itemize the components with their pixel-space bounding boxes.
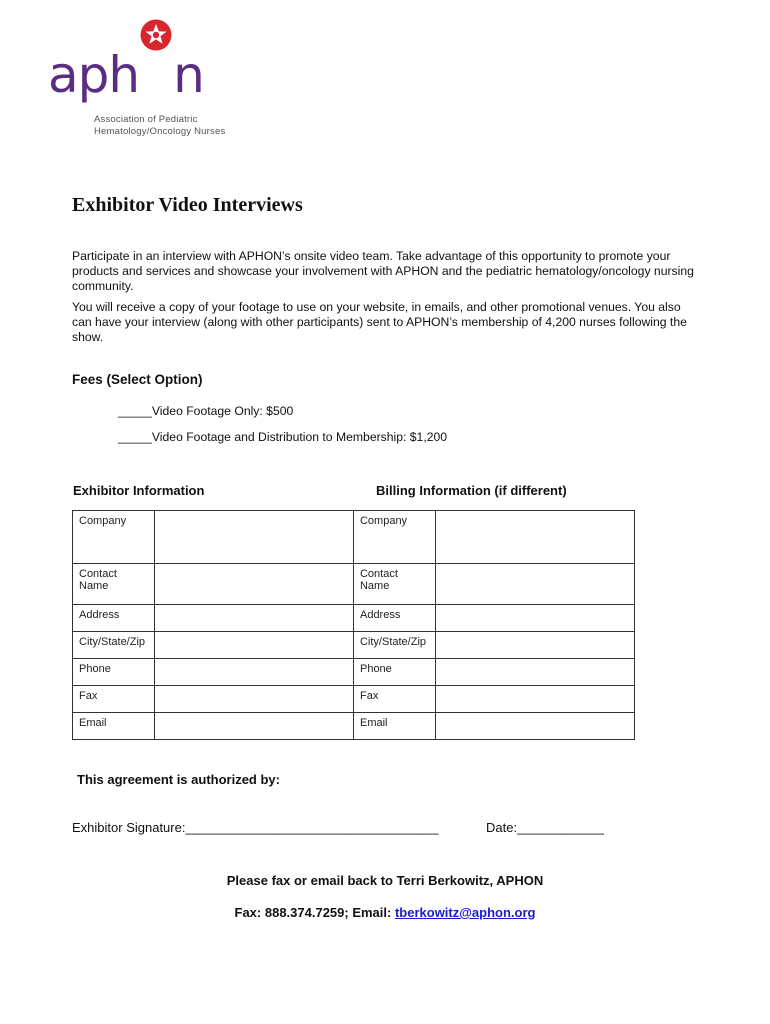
logo-star-o-icon — [139, 48, 173, 92]
billing-address-label: Address — [353, 605, 435, 632]
exhibitor-fax-label: Fax — [73, 686, 155, 713]
table-row — [73, 511, 635, 564]
return-instructions: Please fax or email back to Terri Berkowitz, APHON — [226, 873, 544, 888]
table-row — [73, 686, 635, 713]
table-row — [73, 564, 635, 605]
billing-email-field[interactable] — [435, 713, 634, 740]
exhibitor-city-state-zip-field[interactable] — [154, 632, 353, 659]
exhibitor-email-field[interactable] — [154, 713, 353, 740]
exhibitor-city-state-zip-label: City/State/Zip — [73, 632, 155, 659]
information-form-table — [72, 510, 635, 740]
billing-city-state-zip-field[interactable] — [435, 632, 634, 659]
exhibitor-address-label: Address — [73, 605, 155, 632]
logo-text-right: n — [173, 46, 204, 104]
billing-phone-field[interactable] — [435, 659, 634, 686]
table-row — [73, 713, 635, 740]
authorization-heading: This agreement is authorized by: — [77, 772, 280, 787]
fee-option-footage-only[interactable]: _____Video Footage Only: $500 — [118, 404, 294, 418]
exhibitor-info-heading: Exhibitor Information — [73, 483, 205, 498]
billing-city-state-zip-label: City/State/Zip — [353, 632, 435, 659]
billing-info-heading: Billing Information (if different) — [376, 483, 567, 498]
exhibitor-phone-label: Phone — [73, 659, 155, 686]
exhibitor-contact-name-field[interactable] — [154, 564, 353, 605]
table-row — [73, 605, 635, 632]
billing-phone-label: Phone — [353, 659, 435, 686]
billing-contact-name-field[interactable] — [435, 564, 634, 605]
exhibitor-phone-field[interactable] — [154, 659, 353, 686]
intro-paragraph: Participate in an interview with APHON’s onsite video team. Take advantage of this opportunity to promote your products and services and showcase your involvement with APHON and the pediatric hematology/oncology nursing community. — [72, 249, 694, 293]
billing-fax-field[interactable] — [435, 686, 634, 713]
billing-fax-label: Fax — [353, 686, 435, 713]
billing-company-field[interactable] — [435, 511, 634, 564]
exhibitor-signature-line[interactable]: Exhibitor Signature:___________________________________ — [72, 820, 439, 835]
billing-contact-name-label: Contact Name — [353, 564, 435, 605]
date-line[interactable]: Date:____________ — [486, 820, 604, 835]
billing-company-label: Company — [353, 511, 435, 564]
exhibitor-email-label: Email — [73, 713, 155, 740]
footage-paragraph: You will receive a copy of your footage to use on your website, in emails, and other promotional venues. You also can have your interview (along with other participants) sent to APHON’s membership of 4,200 nurses following the show. — [72, 300, 687, 344]
exhibitor-company-field[interactable] — [154, 511, 353, 564]
logo-text-left: aph — [48, 46, 140, 104]
table-row — [73, 632, 635, 659]
fees-heading: Fees (Select Option) — [72, 372, 203, 387]
fee-option-footage-distribution[interactable]: _____Video Footage and Distribution to Membership: $1,200 — [118, 430, 448, 444]
fax-email-prefix: Fax: 888.374.7259; Email: — [234, 905, 392, 920]
aphon-logo — [48, 40, 228, 140]
logo-subtitle-line2: Hematology/Oncology Nurses — [94, 126, 226, 137]
email-link[interactable]: tberkowitz@aphon.org — [394, 905, 536, 920]
contact-line — [0, 905, 770, 920]
table-row — [73, 659, 635, 686]
exhibitor-company-label: Company — [73, 511, 155, 564]
exhibitor-address-field[interactable] — [154, 605, 353, 632]
logo-subtitle — [94, 114, 225, 138]
logo-wordmark — [48, 46, 204, 104]
exhibitor-fax-field[interactable] — [154, 686, 353, 713]
logo-subtitle-line1: Association of Pediatric — [94, 114, 198, 125]
page-title: Exhibitor Video Interviews — [72, 194, 303, 216]
billing-email-label: Email — [353, 713, 435, 740]
billing-address-field[interactable] — [435, 605, 634, 632]
exhibitor-contact-name-label: Contact Name — [73, 564, 155, 605]
